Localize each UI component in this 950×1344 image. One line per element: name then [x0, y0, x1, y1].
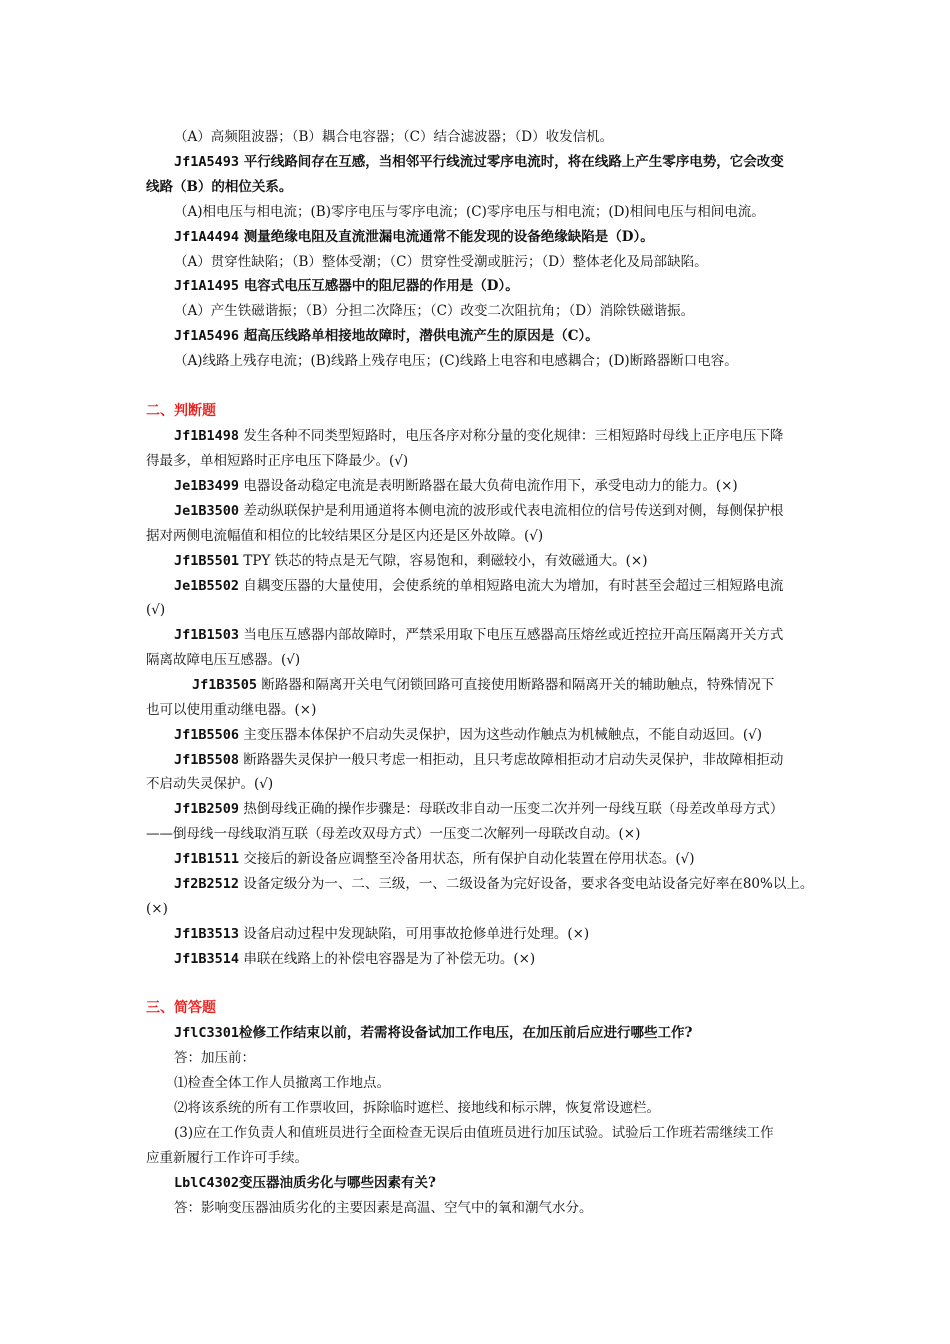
judge-item: [174, 751, 834, 769]
question-jf1a1495-options: （A）产生铁磁谐振；（B）分担二次降压；（C）改变二次阻抗角；（D）消除铁磁谐振。: [174, 303, 695, 319]
item-id: Jf2B2512: [174, 876, 240, 892]
item-id: Je1B3500: [174, 503, 240, 519]
item-text: 自耦变压器的大量使用，会使系统的单相短路电流大为增加，有时甚至会超过三相短路电流: [243, 578, 784, 594]
judge-item: [174, 626, 834, 644]
item-text: 设备定级分为一、二、三级，一、二级设备为完好设备，要求各变电站设备完好率在80%以上。: [243, 876, 814, 892]
item-id: Jf1B5508: [174, 752, 240, 768]
judge-item: [174, 477, 834, 495]
judge-item-cont: 隔离故障电压互感器。(√): [146, 652, 301, 668]
item-text: TPY 铁芯的特点是无气隙，容易饱和，剩磁较小，有效磁通大。(×): [243, 553, 648, 569]
question-jf1a5493-options: （A)相电压与相电流；(B)零序电压与零序电流；(C)零序电压与相电流；(D)相间电压与相间电流。: [174, 204, 765, 220]
item-text: 电器设备动稳定电流是表明断路器在最大负荷电流作用下，承受电动力的能力。(×): [243, 478, 738, 494]
question-id: JflC3301: [174, 1025, 240, 1041]
judge-item-cont: 不启动失灵保护。(√): [146, 776, 274, 792]
judge-item-cont: (√): [146, 602, 166, 618]
item-id: Jf1B2509: [174, 801, 240, 817]
answer-point-3-cont: 应重新履行工作许可手续。: [146, 1150, 308, 1166]
judge-item: [174, 850, 834, 868]
q5492-options: （A）高频阻波器；（B）耦合电容器；（C）结合滤波器；（D）收发信机。: [174, 129, 614, 145]
item-id: Jf1B1503: [174, 627, 240, 643]
judge-item-cont: 也可以使用重动继电器。(×): [146, 702, 317, 718]
judge-item: [174, 726, 834, 744]
item-text: 断路器失灵保护一般只考虑一相拒动，且只考虑故障相拒动才启动失灵保护，非故障相拒动: [243, 752, 784, 768]
judge-item: [174, 502, 834, 520]
item-text: 断路器和隔离开关电气闭锁回路可直接使用断路器和隔离开关的辅助触点，特殊情况下: [261, 677, 775, 693]
item-text: 设备启动过程中发现缺陷，可用事故抢修单进行处理。(×): [243, 926, 590, 942]
item-id: Jf1B3514: [174, 951, 240, 967]
judge-item: [174, 427, 834, 445]
item-id: Jf1B5501: [174, 553, 240, 569]
question-jf1a5493: [174, 153, 834, 171]
judge-item-cont: ——倒母线一母线取消互联（母差改双母方式）一压变二次解列一母联改自动。(×): [146, 826, 641, 842]
question-jf1a5493-cont: 线路（B）的相位关系。: [146, 179, 293, 195]
item-text: 发生各种不同类型短路时，电压各序对称分量的变化规律：三相短路时母线上正序电压下降: [243, 428, 784, 444]
judge-item: [174, 552, 834, 570]
question-jflc3301: [174, 1024, 834, 1042]
question-jf1a4494: [174, 228, 834, 246]
question-id: Jf1A5493: [174, 154, 240, 170]
question-jf1a4494-options: （A）贯穿性缺陷；（B）整体受潮；（C）贯穿性受潮或脏污；（D）整体老化及局部缺陷。: [174, 254, 708, 270]
item-text: 串联在线路上的补偿电容器是为了补偿无功。(×): [243, 951, 536, 967]
question-text: 测量绝缘电阻及直流泄漏电流通常不能发现的设备绝缘缺陷是（D）。: [243, 229, 654, 245]
answer-point-1: ⑴检查全体工作人员撤离工作地点。: [174, 1075, 390, 1091]
answer-point-3: (3)应在工作负责人和值班员进行全面检查无误后由值班员进行加压试验。试验后工作班若需继续工作: [174, 1125, 774, 1141]
judge-item: [192, 676, 852, 694]
item-id: Jf1B3505: [192, 677, 258, 693]
judge-item: [174, 577, 834, 595]
question-text: 检修工作结束以前，若需将设备试加工作电压，在加压前后应进行哪些工作?: [239, 1025, 693, 1041]
question-jf1a1495: [174, 277, 834, 295]
answer-head: 答：加压前：: [174, 1050, 255, 1066]
item-text: 交接后的新设备应调整至冷备用状态，所有保护自动化装置在停用状态。(√): [243, 851, 695, 867]
question-jf1a5496: [174, 327, 834, 345]
item-text: 当电压互感器内部故障时，严禁采用取下电压互感器高压熔丝或近控拉开高压隔离开关方式: [243, 627, 784, 643]
question-id: Jf1A5496: [174, 328, 240, 344]
item-id: Jf1B1498: [174, 428, 240, 444]
question-text: 超高压线路单相接地故障时，潜供电流产生的原因是（C）。: [243, 328, 599, 344]
item-id: Jf1B3513: [174, 926, 240, 942]
question-jf1a5496-options: （A)线路上残存电流；(B)线路上残存电压；(C)线路上电容和电感耦合；(D)断路器断口电容。: [174, 353, 738, 369]
item-id: Jf1B5506: [174, 727, 240, 743]
judge-item-cont: 得最多，单相短路时正序电压下降最少。(√): [146, 453, 409, 469]
question-id: Jf1A1495: [174, 278, 240, 294]
judge-item-cont: (×): [146, 901, 168, 917]
judge-item: [174, 950, 834, 968]
question-lblc4302: [174, 1174, 834, 1192]
question-text: 平行线路间存在互感，当相邻平行线流过零序电流时，将在线路上产生零序电势，它会改变: [243, 154, 784, 170]
answer-point-2: ⑵将该系统的所有工作票收回，拆除临时遮栏、接地线和标示牌，恢复常设遮栏。: [174, 1100, 660, 1116]
item-text: 差动纵联保护是利用通道将本侧电流的波形或代表电流相位的信号传送到对侧，每侧保护根: [243, 503, 784, 519]
judge-item: [174, 800, 834, 818]
judge-item: [174, 925, 834, 943]
question-text: 变压器油质劣化与哪些因素有关?: [239, 1175, 436, 1191]
question-id: LblC4302: [174, 1175, 240, 1191]
judge-item: [174, 875, 834, 893]
item-id: Je1B3499: [174, 478, 240, 494]
judge-item-cont: 据对两侧电流幅值和相位的比较结果区分是区内还是区外故障。(√): [146, 528, 544, 544]
item-text: 热倒母线正确的操作步骤是：母联改非自动一压变二次并列一母线互联（母差改单母方式）: [243, 801, 784, 817]
section-heading-judgement: 二、判断题: [146, 403, 216, 419]
section-heading-short-answer: 三、简答题: [146, 1000, 216, 1016]
item-text: 主变压器本体保护不启动失灵保护，因为这些动作触点为机械触点，不能自动返回。(√): [243, 727, 762, 743]
question-id: Jf1A4494: [174, 229, 240, 245]
question-text: 电容式电压互感器中的阻尼器的作用是（D）。: [243, 278, 519, 294]
item-id: Jf1B1511: [174, 851, 240, 867]
answer: 答：影响变压器油质劣化的主要因素是高温、空气中的氧和潮气水分。: [174, 1200, 593, 1216]
item-id: Je1B5502: [174, 578, 240, 594]
